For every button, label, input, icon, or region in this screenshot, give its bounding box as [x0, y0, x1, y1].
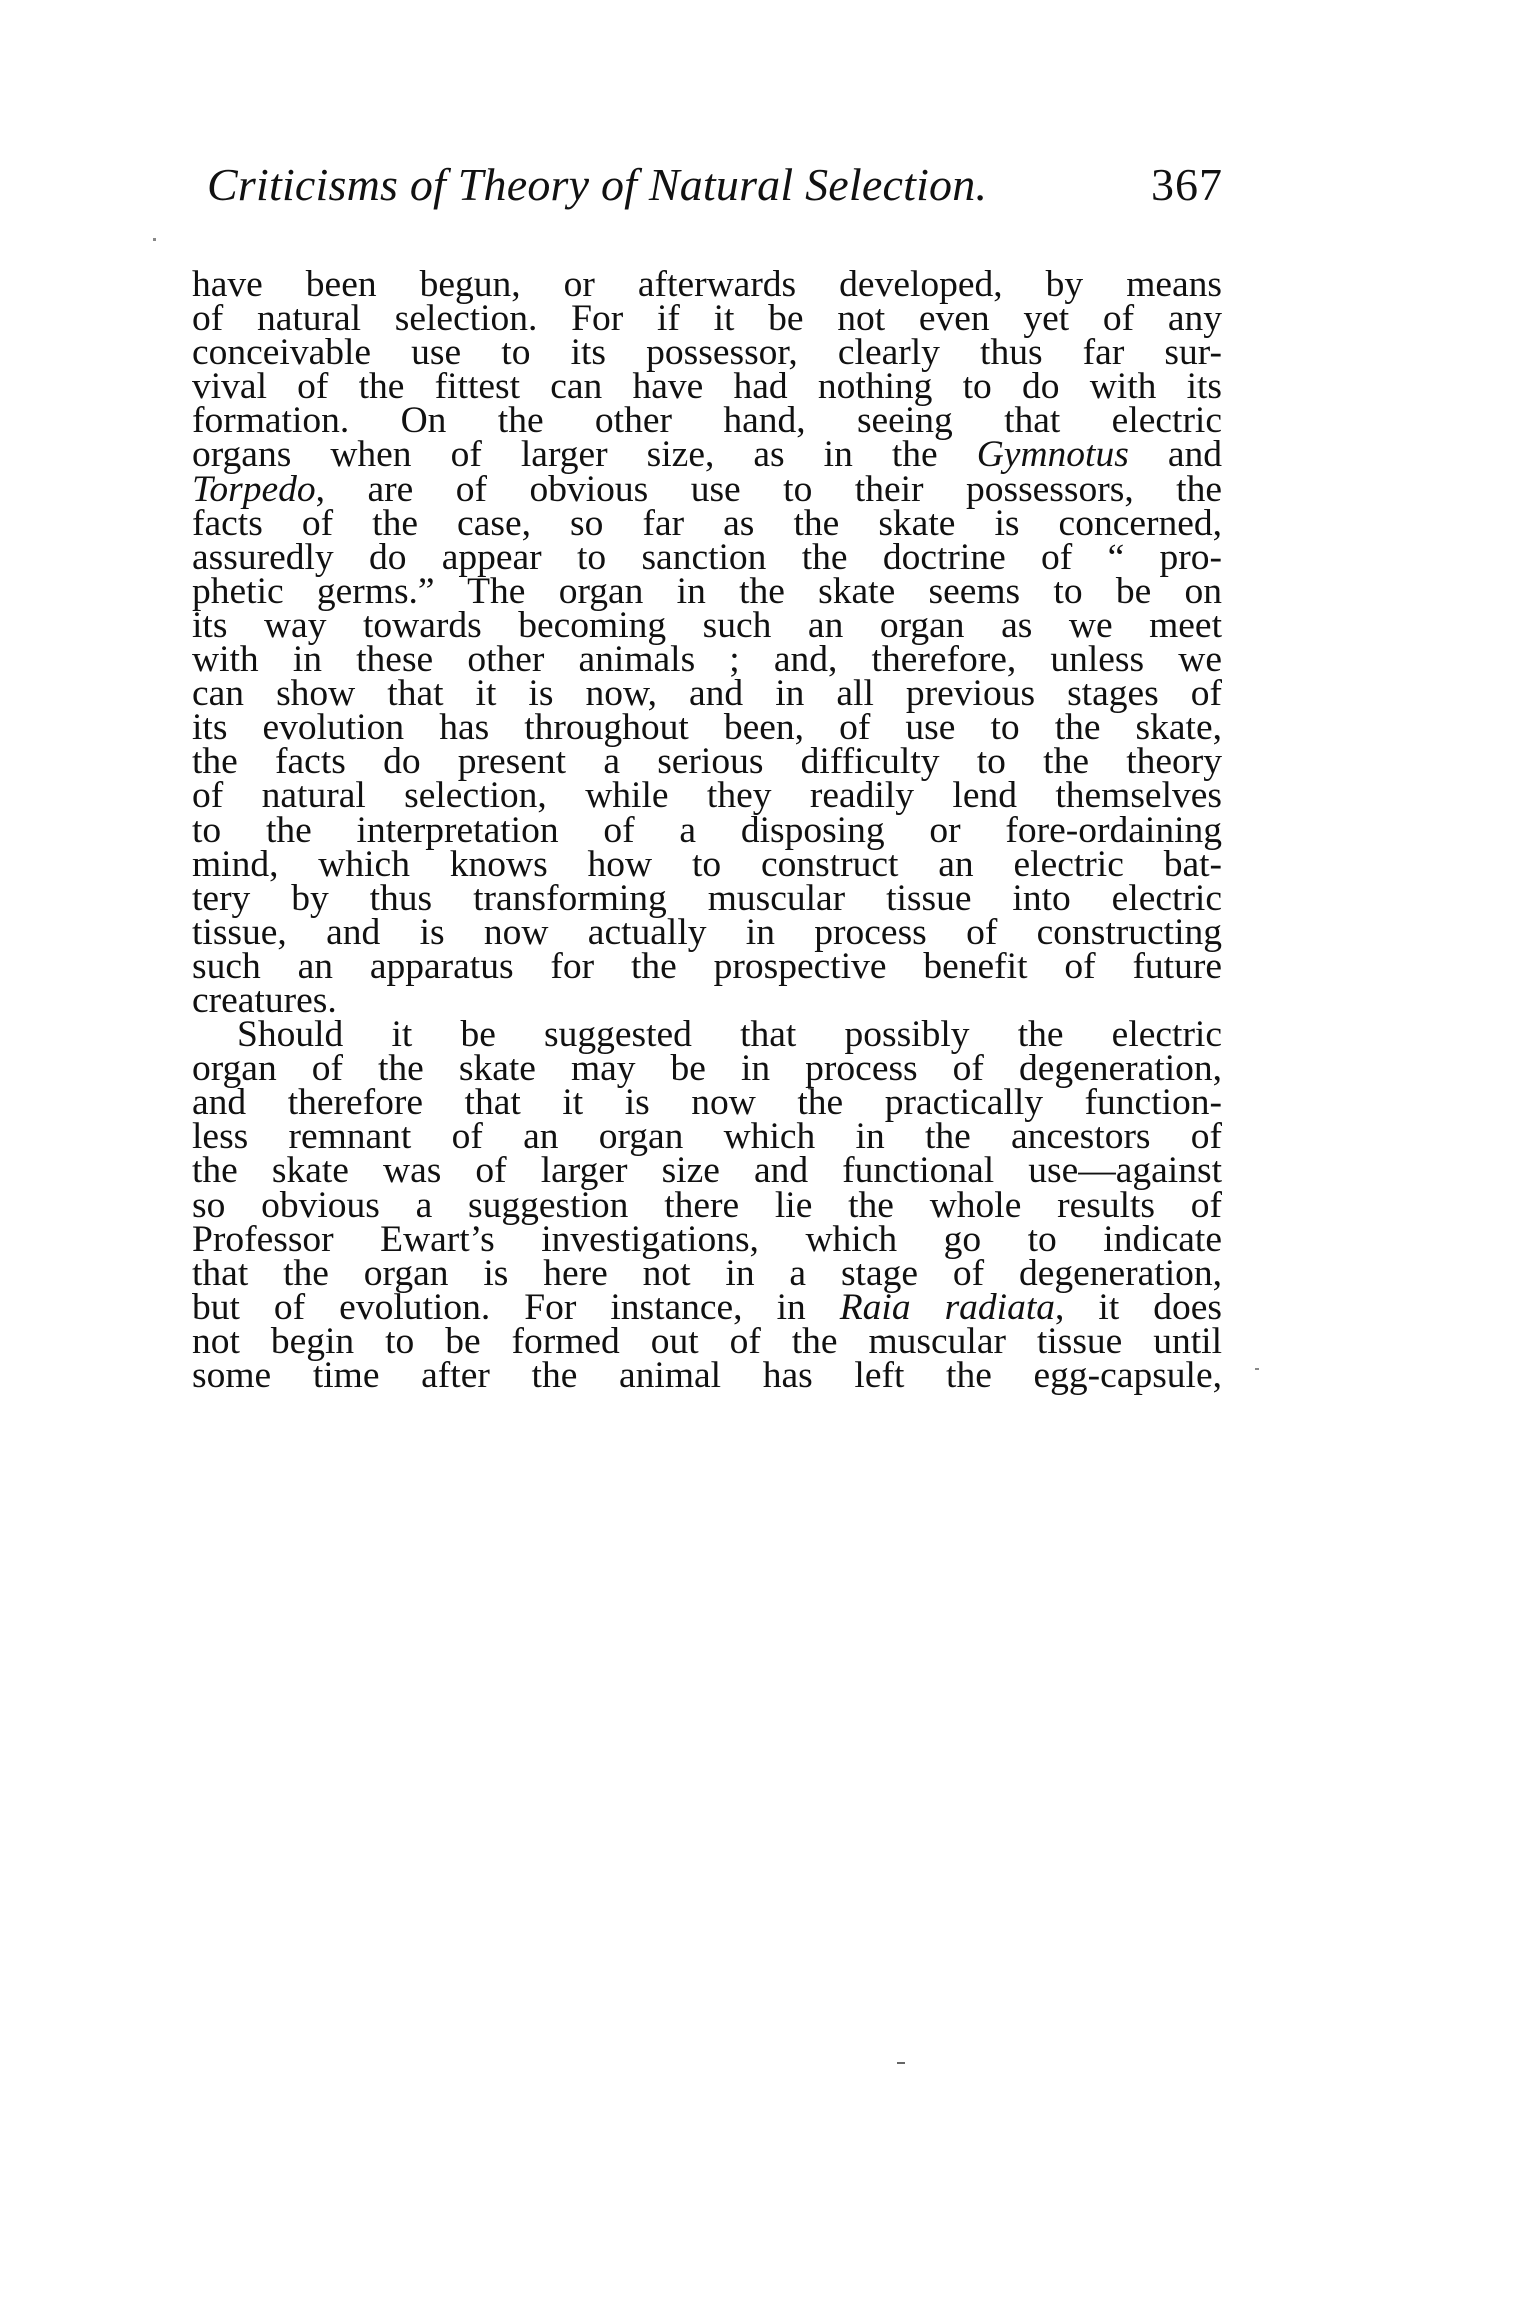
text-line: that the organ is here not in a stage of degeneration,: [192, 1252, 1222, 1294]
print-mark: [897, 2062, 905, 2064]
text-line: mind, which knows how to construct an electric bat-: [192, 843, 1222, 885]
text-line: facts of the case, so far as the skate is concerned,: [192, 502, 1222, 544]
text-line: so obvious a suggestion there lie the whole results of: [192, 1184, 1222, 1226]
text-line: such an apparatus for the prospective benefit of future: [192, 945, 1222, 987]
text-line: some time after the animal has left the egg-capsule,: [192, 1355, 1222, 1396]
paragraph: [192, 264, 1222, 1021]
running-head: [193, 155, 1223, 225]
italic-term: Gymnotus: [976, 434, 1129, 476]
text-line: the facts do present a serious difficulty to the theory: [192, 741, 1222, 783]
text-line: have been begun, or afterwards developed, by means: [192, 264, 1222, 305]
text-line: tissue, and is now actually in process of constructing: [192, 911, 1222, 953]
text-line: its way towards becoming such an organ as we meet: [192, 604, 1222, 646]
text-line: organs when of larger size, as in the Gymnotus and: [192, 434, 1222, 476]
text-line: of natural selection, while they readily lend themselves: [192, 775, 1222, 817]
paragraph: [192, 1014, 1223, 1396]
text-line: and therefore that it is now the practically function-: [192, 1082, 1222, 1124]
text-line: Should it be suggested that possibly the electric: [237, 1014, 1222, 1056]
italic-term: Torpedo: [192, 468, 316, 510]
text-line: conceivable use to its possessor, clearly thus far sur-: [192, 332, 1222, 374]
text-line: of natural selection. For if it be not even yet of any: [192, 298, 1222, 340]
text-line: to the interpretation of a disposing or fore-ordaining: [192, 809, 1222, 851]
text-line: creatures.: [192, 979, 337, 1021]
text-line: with in these other animals ; and, therefore, unless we: [192, 639, 1222, 681]
text-line: tery by thus transforming muscular tissue into electric: [192, 877, 1222, 919]
text-line: organ of the skate may be in process of degeneration,: [192, 1048, 1222, 1090]
text-line: can show that it is now, and in all previous stages of: [192, 673, 1222, 715]
text-line: formation. On the other hand, seeing that electric: [192, 400, 1222, 442]
text-line: vival of the fittest can have had nothing to do with its: [192, 366, 1222, 408]
text-line: but of evolution. For instance, in Raia radiata, it does: [192, 1286, 1223, 1328]
text-line: the skate was of larger size and functional use—against: [192, 1150, 1222, 1192]
text-line: its evolution has throughout been, of use to the skate,: [192, 707, 1222, 749]
page-number: 367: [1151, 159, 1223, 210]
body-text: [192, 264, 1223, 1396]
text-line: less remnant of an organ which in the ancestors of: [192, 1116, 1222, 1158]
text-line: assuredly do appear to sanction the doctrine of “ pro-: [192, 536, 1222, 578]
text-line: not begin to be formed out of the muscular tissue until: [192, 1320, 1222, 1362]
running-head-title: Criticisms of Theory of Natural Selection.: [207, 159, 988, 210]
italic-term: Raia radiata: [839, 1286, 1056, 1328]
print-speck: [153, 238, 156, 241]
text-line: phetic germs.” The organ in the skate seems to be on: [192, 570, 1222, 612]
text-line: Torpedo, are of obvious use to their possessors, the: [192, 468, 1222, 510]
print-speck: [1255, 1368, 1259, 1370]
text-line: Professor Ewart’s investigations, which go to indicate: [192, 1218, 1222, 1260]
